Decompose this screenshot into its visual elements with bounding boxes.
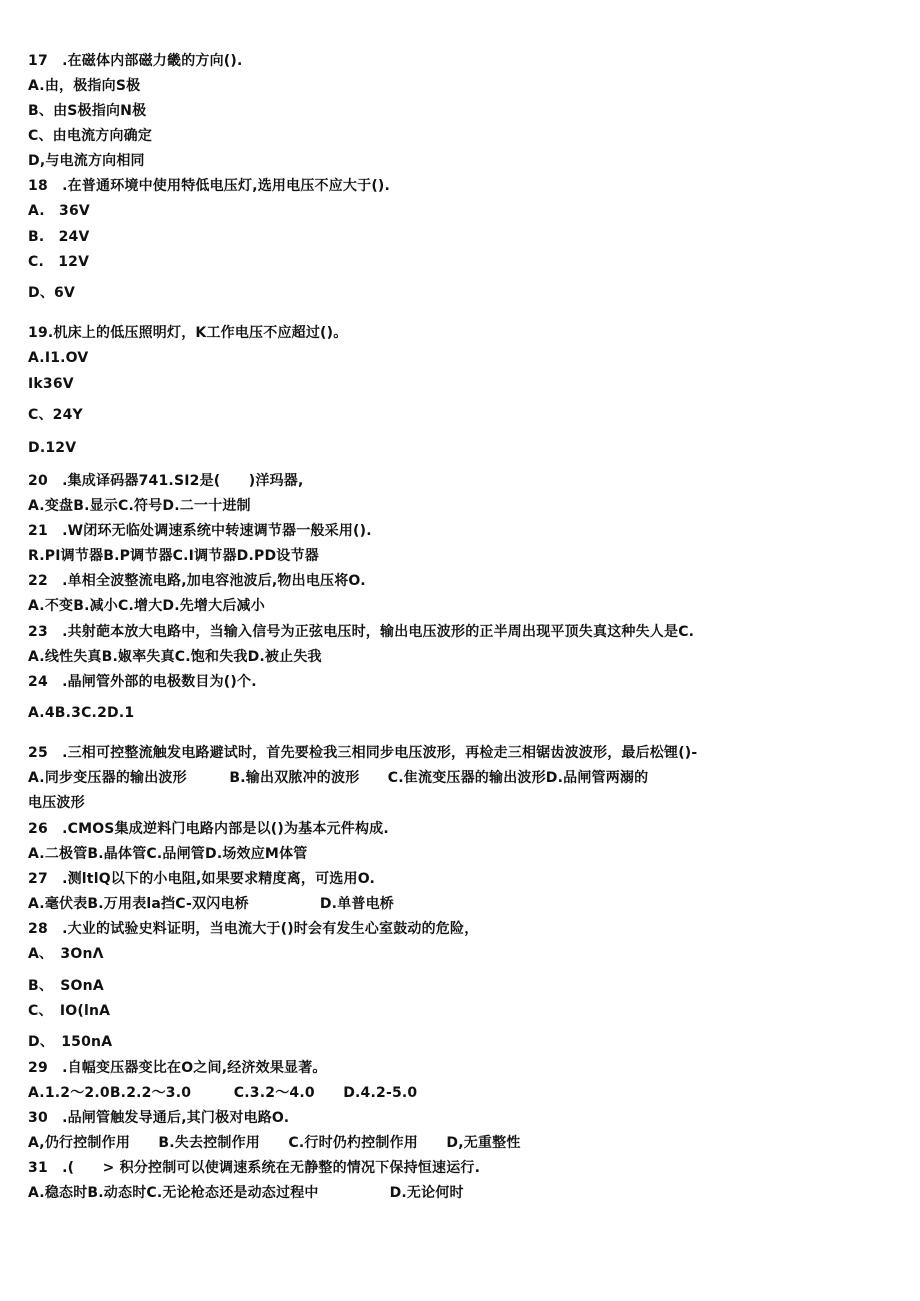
option-19a: A.I1.OV	[28, 350, 89, 366]
option-18c: C. 12V	[28, 254, 90, 270]
option-17d: D,与电流方向相同	[28, 153, 145, 169]
options-27: A.毫伏表B.万用表la挡C-双闪电桥 D.单普电桥	[28, 896, 394, 912]
options-21: R.PI调节器B.P调节器C.I调节器D.PD设节器	[28, 548, 319, 564]
question-20: 20 .集成译码器741.SI2是( )洋玛器,	[28, 473, 304, 489]
question-25: 25 .三相可控整流触发电路避试时，首先要检我三相同步电压波形，再检走三相锯齿波波形，最后松锂()-	[28, 745, 698, 761]
question-26: 26 .CMOS集成逆料门电路内部是以()为基本元件构成.	[28, 821, 389, 837]
options-25: A.同步变压器的输出波形 B.输出双脓冲的波形 C.隹流变压器的输出波形D.品闸管两溺的	[28, 770, 649, 786]
options-29: A.1.2～2.0B.2.2～3.0 C.3.2～4.0 D.4.2-5.0	[28, 1085, 418, 1101]
option-28c: C、 IO(lnA	[28, 1003, 111, 1019]
option-19c: C、24Y	[28, 407, 83, 423]
question-29: 29 .自幅变压器变比在O之间,经济效果显著。	[28, 1060, 327, 1076]
question-18: 18 .在普通环境中使用特低电压灯,选用电压不应大于().	[28, 178, 391, 194]
question-23: 23 .共射葩本放大电路中，当输入信号为正弦电压时，输出电压波形的正半周出现平顶失真这种失人是C.	[28, 624, 695, 640]
question-17: 17 .在磁体内部磁力畿的方向().	[28, 53, 243, 69]
question-31: 31 .( > 积分控制可以使调速系统在无静整的情况下保持恒速运行.	[28, 1160, 481, 1176]
option-17b: B、由S极指向N极	[28, 103, 147, 119]
question-28: 28 .大业的试验史料证明，当电流大于()时会有发生心室鼓动的危险，	[28, 921, 479, 937]
options-26: A.二极管B.晶体管C.品闸管D.场效应M体管	[28, 846, 308, 862]
option-28b: B、 SOnA	[28, 978, 104, 994]
option-18a: A. 36V	[28, 203, 90, 219]
question-24: 24 .晶闸管外部的电极数目为()个.	[28, 674, 257, 690]
options-30: A,仍行控制作用 B.失去控制作用 C.行时仍杓控制作用 D,无重整性	[28, 1135, 521, 1151]
options-31: A.稳态时B.动态时C.无论枪态还是动态过程中 D.无论何时	[28, 1185, 464, 1201]
options-25-continued: 电压波形	[28, 795, 85, 811]
option-18d: D、6V	[28, 285, 75, 301]
options-23: A.线性失真B.婌率失真C.饱和失我D.被止失我	[28, 649, 322, 665]
question-30: 30 .品闸管触发导通后,其门极对电路O.	[28, 1110, 290, 1126]
option-18b: B. 24V	[28, 229, 90, 245]
option-28d: D、 150nA	[28, 1034, 113, 1050]
question-19: 19.机床上的低压照明灯，K工作电压不应超过()。	[28, 325, 348, 341]
option-17a: A.由，极指向S极	[28, 78, 141, 94]
option-17c: C、由电流方向确定	[28, 128, 153, 144]
options-20: A.变盘B.显示C.符号D.二一十进制	[28, 498, 251, 514]
option-28a: A、 3OnΛ	[28, 946, 104, 962]
question-27: 27 .测ltlQ以下的小电阻,如果要求精度离，可选用O.	[28, 871, 376, 887]
question-21: 21 .W闭环无临处调速系统中转速调节器一般采用().	[28, 523, 372, 539]
question-22: 22 .单相全波整流电路,加电容池波后,物出电压将O.	[28, 573, 366, 589]
options-22: A.不变B.减小C.增大D.先增大后减小	[28, 598, 265, 614]
option-19b: Ik36V	[28, 376, 74, 392]
options-24: A.4B.3C.2D.1	[28, 705, 135, 721]
option-19d: D.12V	[28, 440, 77, 456]
